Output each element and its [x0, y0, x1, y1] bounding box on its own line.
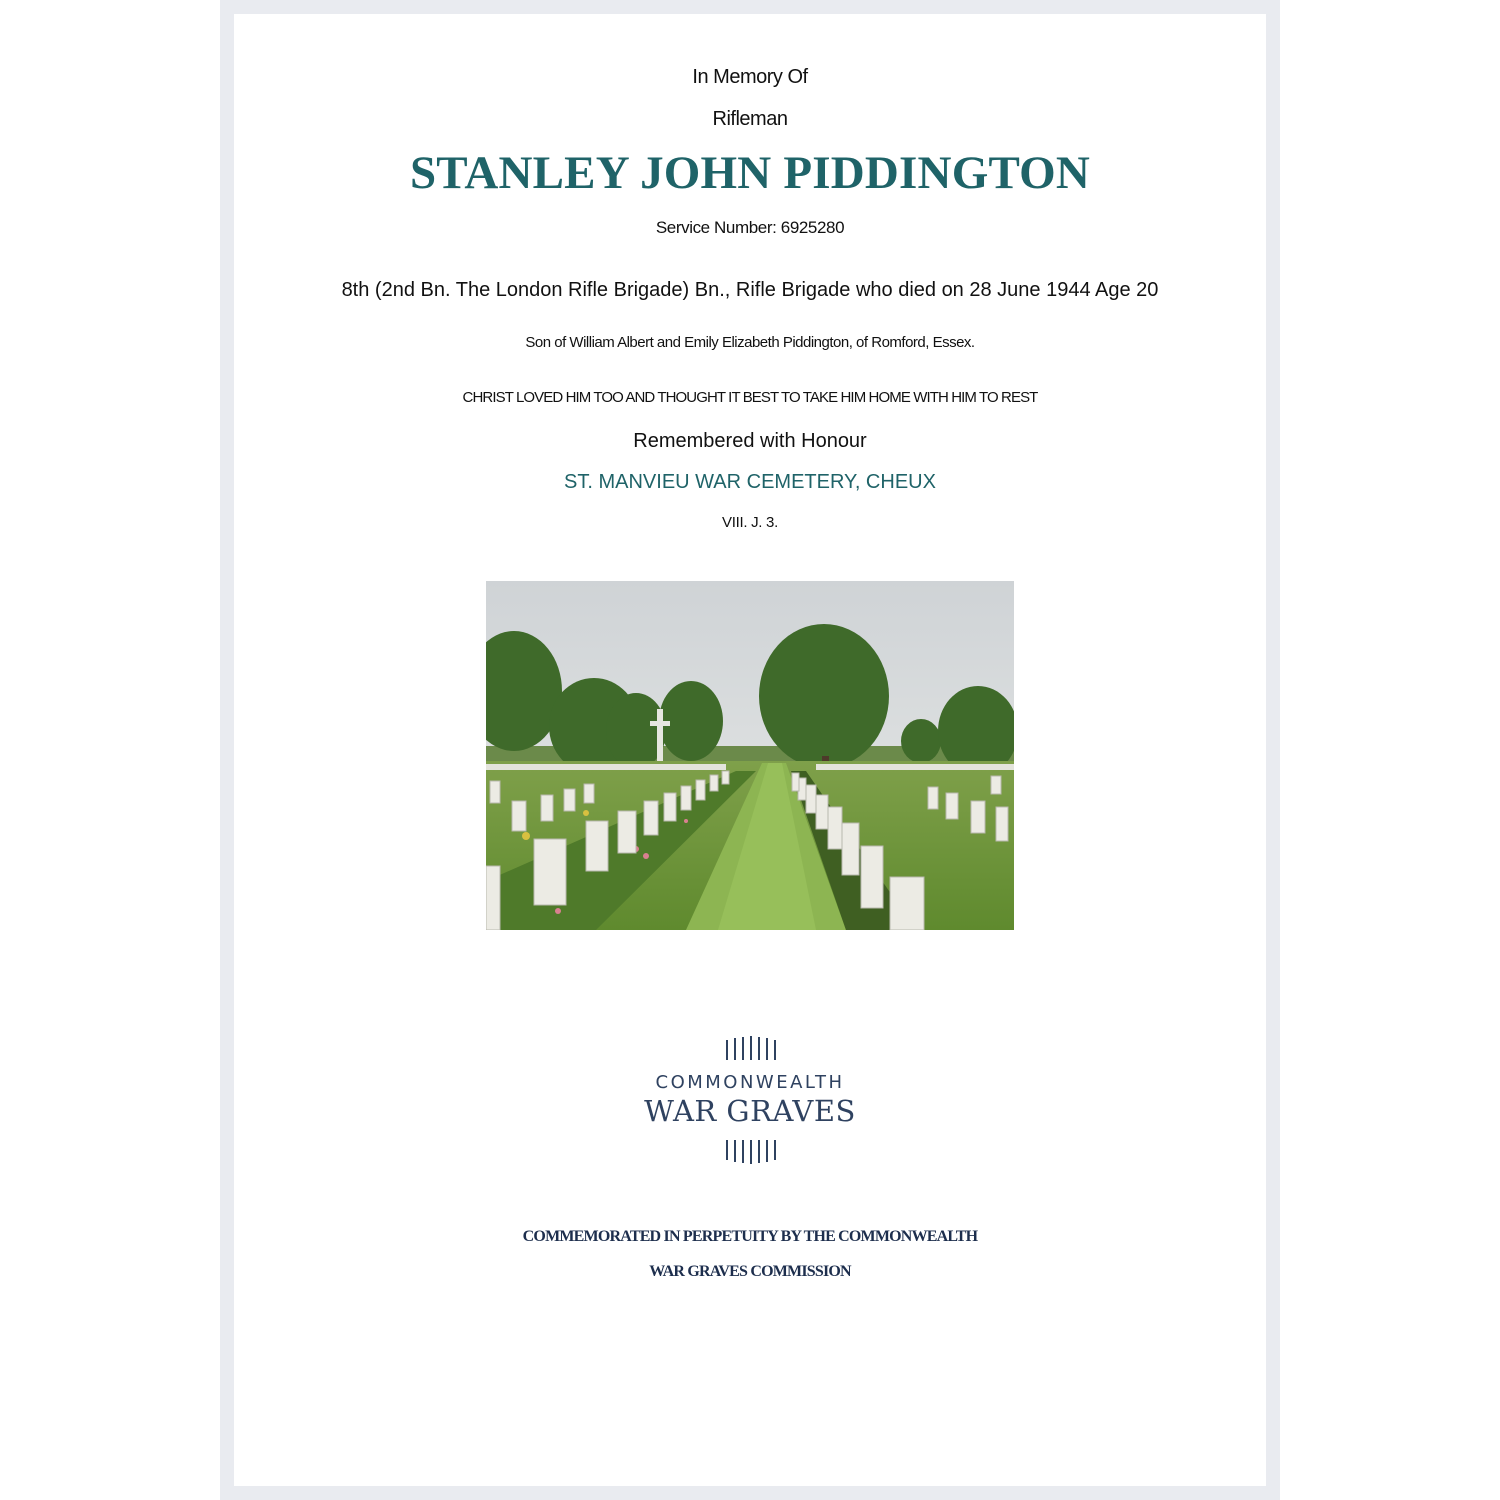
casualty-name: STANLEY JOHN PIDDINGTON — [409, 147, 1091, 199]
unit-details: 8th (2nd Bn. The London Rifle Brigade) Bn., Rifle Brigade who died on 28 June 1944 Age 20 — [341, 279, 1159, 301]
grave-reference: VIII. J. 3. — [722, 514, 778, 531]
cemetery-name: ST. MANVIEU WAR CEMETERY, CHEUX — [564, 471, 936, 493]
intro-text: In Memory Of — [692, 66, 808, 88]
logo-line-commonwealth: COMMONWEALTH — [655, 1072, 845, 1093]
headstone-inscription: CHRIST LOVED HIM TOO AND THOUGHT IT BEST TO TAKE HIM HOME WITH HIM TO REST — [462, 389, 1038, 406]
cemetery-photo — [486, 581, 1014, 930]
commemoration-footer-line2: WAR GRAVES COMMISSION — [649, 1263, 851, 1280]
logo-line-war-graves: WAR GRAVES — [644, 1094, 856, 1128]
remembered-text: Remembered with Honour — [633, 430, 867, 452]
rank-text: Rifleman — [712, 108, 788, 130]
family-details: Son of William Albert and Emily Elizabeth Piddington, of Romford, Essex. — [525, 334, 975, 351]
logo-bars-bottom-icon — [600, 1140, 900, 1164]
cwgc-logo — [600, 1030, 900, 1175]
commemoration-footer-line1: COMMEMORATED IN PERPETUITY BY THE COMMONWEALTH — [522, 1228, 978, 1245]
service-number: Service Number: 6925280 — [655, 218, 845, 237]
logo-bars-top-icon — [600, 1036, 900, 1060]
